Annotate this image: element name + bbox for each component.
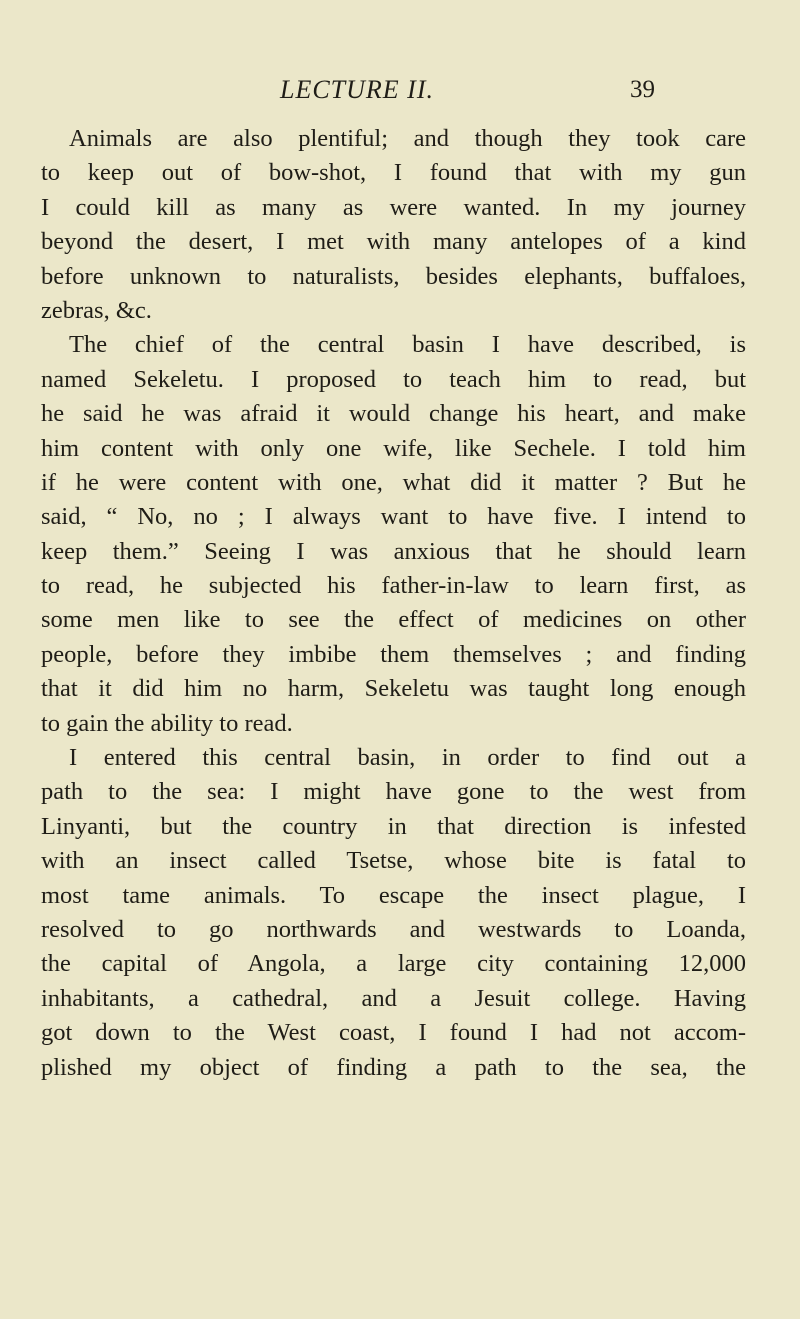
text-line: I could kill as many as were wanted. In my journey: [41, 193, 746, 221]
running-title: LECTURE II.: [280, 75, 434, 104]
text-line: to read, he subjected his father-in-law to learn first, as: [41, 572, 746, 600]
text-line: path to the sea: I might have gone to the west from: [41, 778, 746, 806]
text-line: if he were content with one, what did it matter ? But he: [41, 468, 746, 496]
text-line: The chief of the central basin I have described, is: [69, 331, 746, 359]
text-line: Animals are also plentiful; and though they took care: [69, 125, 746, 152]
text-line: with an insect called Tsetse, whose bite is fatal to: [41, 847, 746, 875]
body-text: [41, 122, 746, 1085]
text-line: named Sekeletu. I proposed to teach him to read, but: [41, 365, 746, 393]
running-head: [0, 74, 800, 114]
text-line: to gain the ability to read.: [41, 709, 293, 737]
text-line: he said he was afraid it would change his heart, and make: [41, 400, 746, 428]
text-line: some men like to see the effect of medicines on other: [41, 606, 746, 634]
text-line: I entered this central basin, in order to find out a: [69, 744, 746, 772]
text-line: Linyanti, but the country in that direction is infested: [41, 812, 746, 840]
text-line: zebras, &c.: [41, 296, 152, 324]
text-line: inhabitants, a cathedral, and a Jesuit college. Having: [41, 984, 746, 1012]
text-line: the capital of Angola, a large city containing 12,000: [41, 950, 746, 978]
text-line: keep them.” Seeing I was anxious that he should learn: [41, 537, 746, 565]
text-line: people, before they imbibe them themselves ; and finding: [41, 640, 746, 668]
text-line: said, “ No, no ; I always want to have five. I intend to: [41, 503, 746, 531]
text-line: him content with only one wife, like Sechele. I told him: [41, 434, 746, 462]
text-line: plished my object of finding a path to the sea, the: [41, 1053, 746, 1081]
text-line: before unknown to naturalists, besides elephants, buffaloes,: [41, 262, 746, 290]
text-line: resolved to go northwards and westwards to Loanda,: [41, 915, 746, 943]
page-number: 39: [630, 76, 655, 103]
text-line: to keep out of bow-shot, I found that with my gun: [41, 159, 746, 187]
text-line: that it did him no harm, Sekeletu was taught long enough: [41, 675, 746, 703]
text-line: got down to the West coast, I found I had not accom-: [41, 1019, 746, 1047]
text-line: beyond the desert, I met with many antelopes of a kind: [41, 228, 746, 256]
text-line: most tame animals. To escape the insect plague, I: [41, 881, 746, 909]
